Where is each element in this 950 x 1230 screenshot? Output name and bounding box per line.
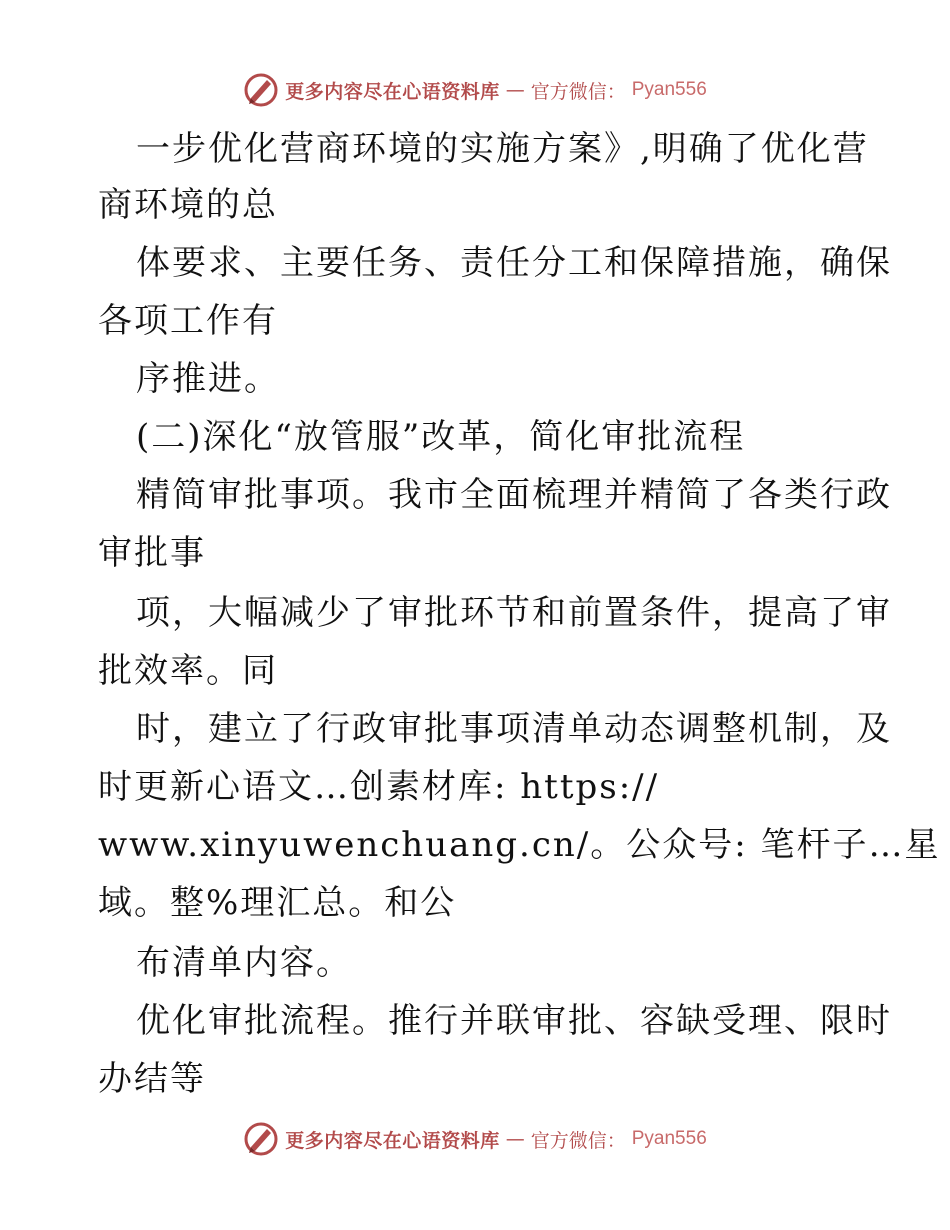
text-line: 域。整%理汇总。和公 [98, 883, 457, 923]
text-line: 时更新心语文…创素材库: https:// [98, 767, 660, 807]
text-line: 各项工作有 [98, 301, 278, 341]
footer-banner-text: 更多内容尽在心语资料库 [285, 1129, 500, 1152]
footer-banner-label: 官方微信： [530, 1129, 626, 1152]
text-line: 商环境的总 [98, 185, 278, 225]
text-line: 审批事 [98, 533, 206, 573]
header-banner-separator: — [505, 79, 525, 101]
footer-banner-separator: — [505, 1128, 525, 1150]
text-line: 项，大幅减少了审批环节和前置条件，提高了审 [136, 593, 892, 633]
header-banner-label: 官方微信： [530, 80, 626, 103]
text-line: 优化审批流程。推行并联审批、容缺受理、限时 [136, 1001, 892, 1041]
text-line: 办结等 [98, 1059, 206, 1099]
footer-banner-handle: Pyan556 [631, 1128, 707, 1149]
header-banner-text: 更多内容尽在心语资料库 [285, 80, 500, 103]
text-line: 布清单内容。 [136, 943, 352, 983]
text-line: 批效率。同 [98, 651, 278, 691]
text-line: 一步优化营商环境的实施方案》,明确了优化营 [136, 129, 869, 169]
header-banner-handle: Pyan556 [631, 79, 707, 100]
text-line: www.xinyuwenchuang.cn/。公众号: 笔杆子…星 [98, 825, 941, 865]
text-line: 体要求、主要任务、责任分工和保障措施，确保 [136, 243, 892, 283]
section-heading: (二)深化“放管服”改革，简化审批流程 [136, 417, 746, 457]
text-line: 时，建立了行政审批事项清单动态调整机制，及 [136, 709, 892, 749]
footer-banner [0, 1119, 950, 1159]
text-line: 序推进。 [136, 359, 280, 399]
pen-logo-icon [243, 1121, 279, 1157]
text-line: 精简审批事项。我市全面梳理并精简了各类行政 [136, 475, 892, 515]
